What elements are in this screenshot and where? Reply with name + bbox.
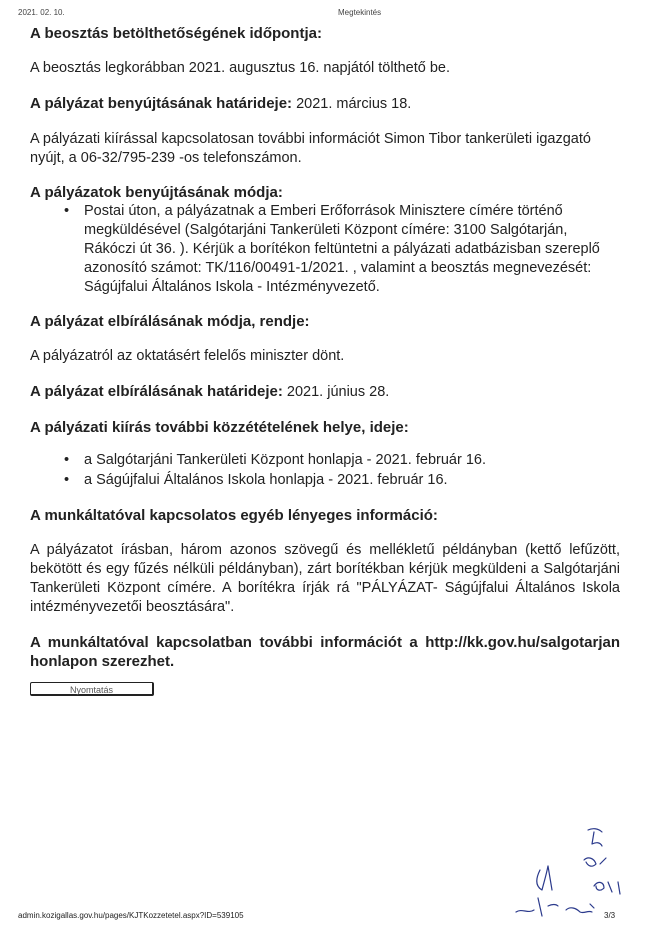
document-body [30,24,620,671]
more-info-text: A munkáltatóval kapcsolatban további információt a http://kk.gov.hu/salgotarjan honlapon szerezhet. [30,634,620,670]
handwritten-signature [500,820,640,920]
publication-list [30,451,620,490]
judging-deadline-value: 2021. június 28. [282,384,390,400]
submit-list [30,202,620,297]
bullet: • [64,452,70,468]
footer-url: admin.kozigallas.gov.hu/pages/KJTKozzetetel.aspx?ID=539105 [18,911,244,920]
judging-heading: A pályázat elbírálásának módja, rendje: [30,313,310,330]
judging-deadline-line [30,382,620,402]
list-item [30,451,620,471]
bullet: • [64,471,70,488]
info-text: A pályázati kiírással kapcsolatosan további információt Simon Tibor tankerületi igazgató nyújt, a 06-32/795-239 -os telefonszámon. [30,131,591,166]
page-number: 3/3 [604,911,616,920]
employer-heading: A munkáltatóval kapcsolatos egyéb lényeges információ: [30,507,438,524]
submit-heading: A pályázatok benyújtásának módja: [30,184,283,201]
publication-item-text: a Salgótarjáni Tankerületi Központ honlapja - 2021. február 16. [84,452,486,468]
print-button[interactable]: Nyomtatás [30,682,154,696]
deadline-label: A pályázat benyújtásának határideje: [30,95,293,112]
bullet: • [64,203,70,219]
deadline-value: 2021. március 18. [292,96,412,112]
publication-item-text: a Ságújfalui Általános Iskola honlapja - 2021. február 16. [84,471,448,488]
employer-text: A pályázatot írásban, három azonos szövegű és mellékletű példányban (kettő lefűzött, bekötött és egy fűzés nélküli példányban), zárt borítékban kérjük megküldeni a Salgótarjáni Tankerületi Központ címére. A borítékra írják rá "PÁLYÁZAT- Ságújfalui Általános Iskola intézményvezetői beosztására". [30,542,620,615]
print-date: 2021. 02. 10. [18,8,65,17]
list-item [30,202,620,297]
deadline-line [30,94,620,114]
print-header-title: Megtekintés [338,8,382,17]
publication-heading: A pályázati kiírás további közzétételének helye, ideje: [30,419,409,436]
judging-deadline-label: A pályázat elbírálásának határideje: [30,383,283,400]
list-item [30,471,620,491]
submit-bullet-text: Postai úton, a pályázatnak a Emberi Erőforrások Minisztere címére történő megküldésével (Salgótarjáni Tankerületi Központ címére: 3100 Salgótarján, Rákóczi út 36. ). Kérjük a borítékon feltüntetni a pályázati adatbázisban szereplő azonosító számot: TK/116/00491-1/2021. , valamint a beosztás megnevezését: Ságújfalui Általános Iskola - Intézményvezető. [84,203,600,295]
fill-time-heading: A beosztás betölthetőségének időpontja: [30,25,322,42]
fill-time-text: A beosztás legkorábban 2021. augusztus 16. napjától tölthető be. [30,60,451,76]
judging-text: A pályázatról az oktatásért felelős miniszter dönt. [30,348,345,364]
